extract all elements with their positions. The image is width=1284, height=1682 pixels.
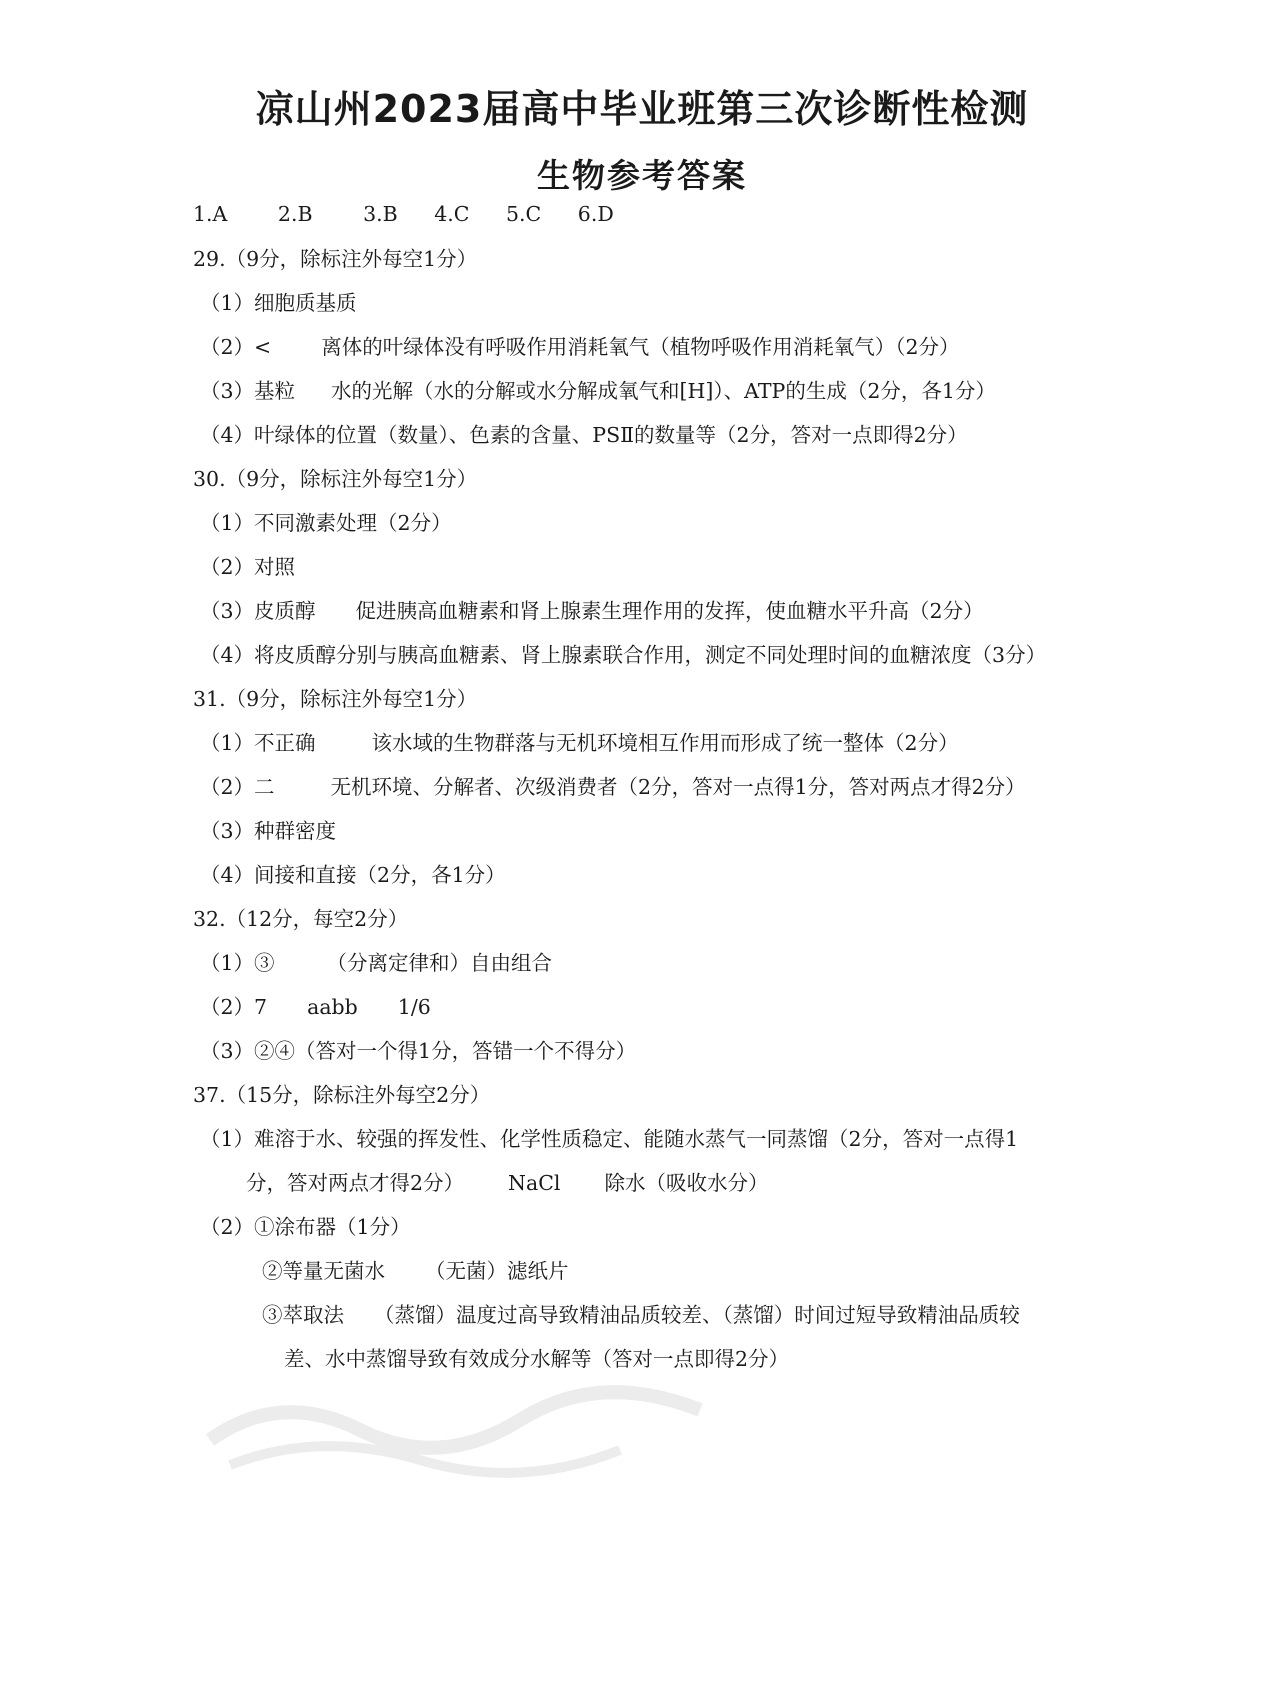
q37-answer-1-part-b: NaCl (508, 1171, 561, 1195)
q37-answer-1-line-1: （1）难溶于水、较强的挥发性、化学性质稳定、能随水蒸气一同蒸馏（2分，答对一点得1 (200, 1127, 1019, 1151)
mc-answer-1: 1.A (193, 202, 228, 226)
q37-answer-2-item-2-b: （无菌）滤纸片 (425, 1259, 569, 1283)
q37-answer-1-part-a: 分，答对两点才得2分） (246, 1171, 465, 1195)
q29-answer-3-text: 水的光解（水的分解或水分解成氧气和[H]）、ATP的生成（2分，各1分） (331, 379, 996, 403)
q31-header: 31.（9分，除标注外每空1分） (193, 687, 478, 711)
q30-answer-3-text: 促进胰高血糖素和肾上腺素生理作用的发挥，使血糖水平升高（2分） (355, 599, 984, 623)
mc-answers-row (193, 200, 614, 228)
q37-header: 37.（15分，除标注外每空2分） (193, 1083, 491, 1107)
q32-answer-2 (200, 993, 431, 1021)
q29-answer-1: （1）细胞质基质 (200, 291, 357, 315)
q30-header: 30.（9分，除标注外每空1分） (193, 467, 478, 491)
q29-answer-3-label: （3）基粒 (200, 379, 296, 403)
q32-answer-2-ratio: 1/6 (397, 995, 431, 1019)
q29-answer-2 (200, 333, 960, 361)
q31-answer-1 (200, 729, 959, 757)
q30-answer-3-label: （3）皮质醇 (200, 599, 316, 623)
q30-answer-1: （1）不同激素处理（2分） (200, 511, 452, 535)
q32-answer-1 (200, 949, 552, 977)
q37-answer-2-line-1: （2）①涂布器（1分） (200, 1215, 411, 1239)
q32-answer-2-genotype: aabb (307, 995, 358, 1019)
mc-answer-3: 3.B (363, 202, 398, 226)
q31-answer-2-text: 无机环境、分解者、次级消费者（2分，答对一点得1分，答对两点才得2分） (330, 775, 1026, 799)
q31-answer-1-label: （1）不正确 (200, 731, 316, 755)
q37-answer-2-line-3 (262, 1301, 1020, 1329)
watermark-smudge (200, 1370, 720, 1480)
q29-header: 29.（9分，除标注外每空1分） (193, 247, 478, 271)
q37-answer-1-line-2 (246, 1169, 768, 1197)
q32-answer-2-label: （2）7 (200, 995, 268, 1019)
q37-answer-2-line-2 (262, 1257, 569, 1285)
q30-answer-4: （4）将皮质醇分别与胰高血糖素、肾上腺素联合作用，测定不同处理时间的血糖浓度（3分） (200, 643, 1047, 667)
q31-answer-2 (200, 773, 1026, 801)
q31-answer-3: （3）种群密度 (200, 819, 337, 843)
q37-answer-1-part-c: 除水（吸收水分） (604, 1171, 769, 1195)
q30-answer-2: （2）对照 (200, 555, 296, 579)
mc-answer-6: 6.D (577, 202, 614, 226)
q30-answer-3 (200, 597, 984, 625)
q32-answer-3: （3）②④（答对一个得1分，答错一个不得分） (200, 1039, 637, 1063)
mc-answer-4: 4.C (434, 202, 470, 226)
q29-answer-2-text: 离体的叶绿体没有呼吸作用消耗氧气（植物呼吸作用消耗氧气）（2分） (321, 335, 960, 359)
document-title: 凉山州2023届高中毕业班第三次诊断性检测 (255, 87, 1029, 131)
q31-answer-2-label: （2）二 (200, 775, 275, 799)
q29-answer-4: （4）叶绿体的位置（数量）、色素的含量、PSⅡ的数量等（2分，答对一点即得2分） (200, 423, 968, 447)
q31-answer-1-text: 该水域的生物群落与无机环境相互作用而形成了统一整体（2分） (371, 731, 959, 755)
q32-header: 32.（12分，每空2分） (193, 907, 409, 931)
document-subtitle: 生物参考答案 (537, 156, 747, 195)
q31-answer-4: （4）间接和直接（2分，各1分） (200, 863, 506, 887)
q29-answer-3 (200, 377, 996, 405)
q32-answer-1-label: （1）③ (200, 951, 275, 975)
q29-answer-2-label: （2）< (200, 335, 272, 359)
q32-answer-1-text: （分离定律和）自由组合 (326, 951, 553, 975)
mc-answer-5: 5.C (506, 202, 542, 226)
q37-answer-2-item-3-b: （蒸馏）温度过高导致精油品质较差、（蒸馏）时间过短导致精油品质较 (374, 1303, 1020, 1327)
q37-answer-2-item-2-a: ②等量无菌水 (262, 1259, 385, 1283)
q37-answer-2-item-3-a: ③萃取法 (262, 1303, 344, 1327)
mc-answer-2: 2.B (277, 202, 313, 226)
q37-answer-2-line-4: 差、水中蒸馏导致有效成分水解等（答对一点即得2分） (284, 1347, 790, 1371)
